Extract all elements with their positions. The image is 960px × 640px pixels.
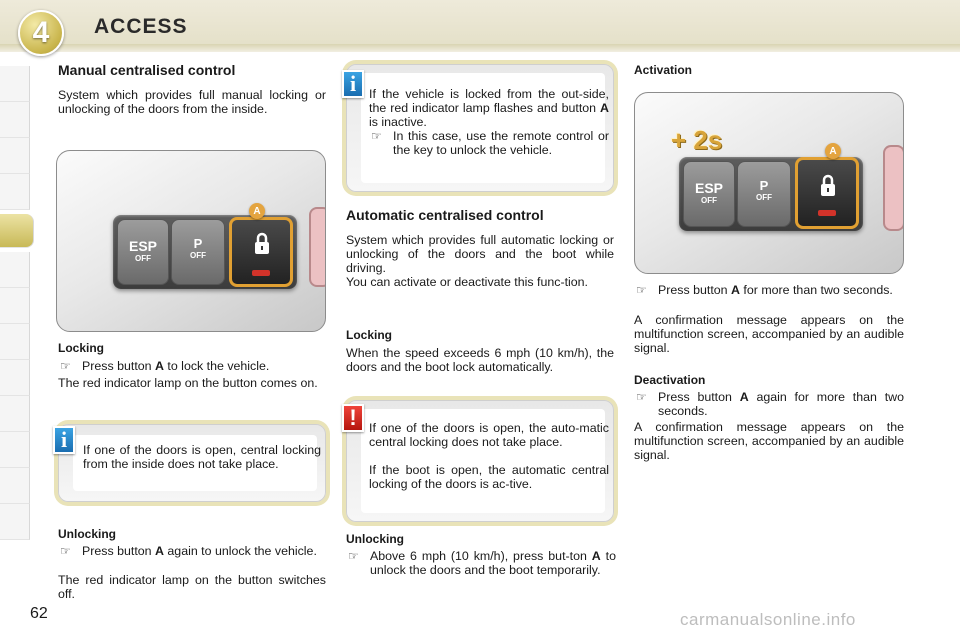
red-indicator-lamp — [818, 210, 836, 216]
warning-note-text-2: If the boot is open, the automatic central locking of the doors is ac-tive. — [369, 463, 609, 491]
info-icon: i — [342, 70, 364, 98]
park-key-off-label: OFF — [756, 193, 772, 202]
pointing-hand-icon: ☞ — [636, 390, 647, 404]
manual-control-photo — [56, 150, 326, 332]
automatic-control-intro-2: You can activate or deactivate this func-tion. — [346, 275, 588, 289]
bullet-text: to unlock the doors and the boot temporarily. — [370, 549, 616, 577]
note-text: is inactive. — [369, 115, 427, 129]
watermark: carmanualsonline.info — [680, 610, 856, 629]
chapter-title: ACCESS — [94, 15, 188, 38]
button-ref: A — [600, 101, 609, 115]
esp-key — [683, 161, 735, 227]
chapter-side-tabs — [0, 66, 30, 540]
side-tab[interactable] — [0, 174, 30, 210]
chapter-number-badge: 4 — [18, 10, 64, 56]
automatic-unlocking-bullet — [346, 549, 616, 577]
bullet-text: Press button — [658, 283, 732, 297]
side-tab[interactable] — [0, 360, 30, 396]
automatic-control-intro: System which provides full automatic locking or unlocking of the doors and the boot while driving. — [346, 233, 614, 275]
side-tab[interactable] — [0, 138, 30, 174]
info-note-box-top — [346, 64, 614, 192]
manual-locking-title: Locking — [58, 341, 105, 355]
button-a-marker: A — [825, 143, 841, 159]
bullet-text: for more than two seconds. — [739, 283, 893, 297]
button-ref: A — [591, 549, 601, 563]
info-note-text: If one of the doors is open, central locking from the inside does not take place. — [83, 443, 321, 471]
esp-key-off-label: OFF — [135, 254, 151, 263]
deactivation-bullet — [634, 390, 904, 418]
activation-photo — [634, 92, 904, 274]
bullet-text: again for more than two seconds. — [658, 390, 904, 418]
side-tab[interactable] — [0, 504, 30, 540]
automatic-locking-text: When the speed exceeds 6 mph (10 km/h), the doors and the boot lock automatically. — [346, 346, 614, 374]
bullet-text: Press button — [658, 390, 740, 404]
warning-note-box — [346, 400, 614, 522]
deactivation-text: A confirmation message appears on the multifunction screen, accompanied by an audible signal. — [634, 420, 904, 462]
button-ref: A — [731, 283, 740, 297]
bullet-text: to lock the vehicle. — [163, 359, 270, 373]
manual-unlocking-title: Unlocking — [58, 527, 117, 541]
header-shade — [0, 44, 960, 52]
side-tab[interactable] — [0, 324, 30, 360]
automatic-locking-title: Locking — [346, 328, 393, 342]
plus-2s-badge: + 2s — [671, 125, 723, 155]
side-tab[interactable] — [0, 468, 30, 504]
bullet-text: again to unlock the vehicle. — [163, 544, 317, 558]
activation-text: A confirmation message appears on the multifunction screen, accompanied by an audible signal. — [634, 313, 904, 355]
activation-bullet — [634, 283, 904, 297]
pointing-hand-icon: ☞ — [371, 129, 382, 143]
central-locking-button — [795, 157, 859, 229]
activation-title: Activation — [634, 63, 693, 77]
info-note-box — [58, 424, 326, 502]
esp-key-off-label: OFF — [701, 196, 717, 205]
manual-unlocking-text: The red indicator lamp on the button switches off. — [58, 573, 326, 601]
page-number: 62 — [30, 605, 48, 622]
park-key-label: P — [759, 178, 769, 193]
automatic-unlocking-title: Unlocking — [346, 532, 405, 546]
esp-key-label: ESP — [128, 238, 157, 254]
bullet-text: In this case, use the remote control or the key to unlock the vehicle. — [393, 129, 609, 157]
side-trim — [883, 145, 904, 231]
button-ref: A — [155, 359, 164, 373]
warning-note-text-1: If one of the doors is open, the auto-matic central locking does not take place. — [369, 421, 609, 449]
park-assist-key — [737, 161, 791, 227]
automatic-control-heading: Automatic centralised control — [346, 207, 544, 223]
manual-locking-text: The red indicator lamp on the button comes on. — [58, 376, 318, 390]
side-tab[interactable] — [0, 102, 30, 138]
red-indicator-lamp — [252, 270, 270, 276]
padlock-icon — [252, 232, 272, 256]
park-key-label: P — [193, 236, 203, 251]
padlock-icon — [818, 174, 838, 198]
pointing-hand-icon: ☞ — [60, 544, 71, 558]
pointing-hand-icon: ☞ — [636, 283, 647, 297]
bullet-text: Press button — [82, 359, 156, 373]
manual-locking-bullet — [58, 359, 328, 373]
side-tab[interactable] — [0, 432, 30, 468]
manual-control-heading: Manual centralised control — [58, 62, 236, 78]
side-tab[interactable] — [0, 252, 30, 288]
deactivation-title: Deactivation — [634, 373, 706, 387]
info-note-top-bullet — [369, 129, 609, 157]
side-trim — [309, 207, 326, 287]
button-a-marker: A — [249, 203, 265, 219]
esp-key — [117, 219, 169, 285]
pointing-hand-icon: ☞ — [348, 549, 359, 563]
esp-key-label: ESP — [694, 180, 723, 196]
info-icon: i — [53, 426, 75, 454]
bullet-text: Press button — [82, 544, 156, 558]
button-ref: A — [739, 390, 749, 404]
warning-icon: ! — [342, 404, 364, 432]
manual-unlocking-bullet — [58, 544, 328, 558]
park-key-off-label: OFF — [190, 251, 206, 260]
central-locking-button — [229, 217, 293, 287]
pointing-hand-icon: ☞ — [60, 359, 71, 373]
note-text: If the vehicle is locked from the out-side, the red indicator lamp flashes and button — [369, 87, 609, 115]
info-note-top-text — [369, 87, 609, 129]
button-ref: A — [155, 544, 164, 558]
side-tab[interactable] — [0, 396, 30, 432]
bullet-text: Above 6 mph (10 km/h), press but-ton — [370, 549, 592, 563]
side-tab[interactable] — [0, 66, 30, 102]
manual-control-intro: System which provides full manual locking or unlocking of the doors from the inside. — [58, 88, 326, 116]
side-tab-active[interactable] — [0, 214, 34, 248]
park-assist-key — [171, 219, 225, 285]
side-tab[interactable] — [0, 288, 30, 324]
